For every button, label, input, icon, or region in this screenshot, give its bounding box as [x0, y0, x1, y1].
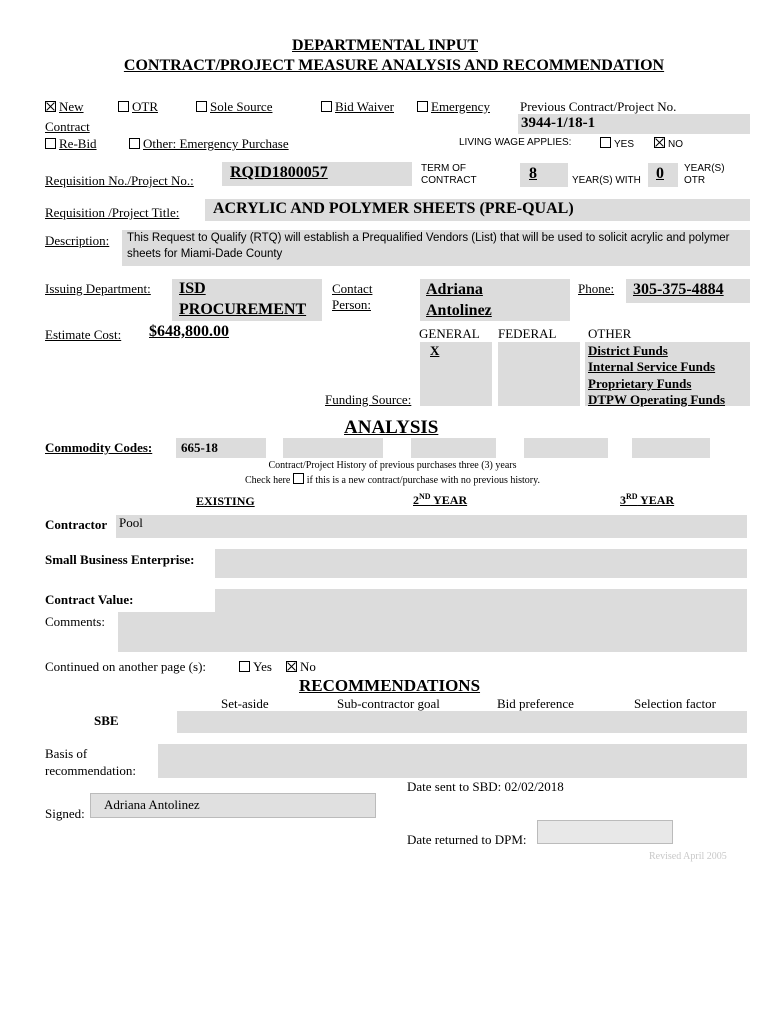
sbe-field[interactable] — [215, 549, 747, 578]
living-wage-yes[interactable]: YES — [600, 137, 634, 150]
otr-label-1: YEAR(S) — [684, 163, 725, 174]
funding-general-label: GENERAL — [419, 326, 480, 341]
term-label-2: CONTRACT — [421, 175, 477, 186]
contact-line2: Antolinez — [426, 302, 492, 319]
funding-federal-field[interactable] — [498, 342, 580, 406]
option-otr[interactable]: OTR — [118, 99, 158, 115]
funding-other-item: DTPW Operating Funds — [588, 392, 726, 407]
funding-federal-label: FEDERAL — [498, 326, 557, 341]
funding-other-item: District Funds — [588, 343, 668, 358]
analysis-heading: ANALYSIS — [344, 417, 439, 438]
history-note: Contract/Project History of previous purchases three (3) years — [268, 460, 517, 471]
funding-other-label: OTHER — [588, 326, 632, 341]
term-years-field[interactable] — [520, 163, 568, 187]
signed-label: Signed: — [45, 806, 85, 821]
signed-value: Adriana Antolinez — [104, 797, 200, 812]
project-title-value: ACRYLIC AND POLYMER SHEETS (PRE-QUAL) — [213, 200, 574, 217]
basis-field[interactable] — [158, 744, 747, 778]
basis-label-1: Basis of — [45, 746, 88, 761]
funding-general-mark: X — [430, 343, 440, 358]
date-returned-label: Date returned to DPM: — [407, 832, 527, 847]
otr-label-2: OTR — [684, 175, 706, 186]
description-label: Description: — [45, 233, 110, 248]
header-line2: CONTRACT/PROJECT MEASURE ANALYSIS AND RECOMMENDATION — [123, 57, 665, 74]
option-other[interactable]: Other: Emergency Purchase — [129, 136, 289, 152]
checkbox-checked-icon[interactable] — [286, 661, 297, 672]
commodity-code-field[interactable] — [411, 438, 496, 458]
checkbox-icon[interactable] — [600, 137, 611, 148]
phone-value: 305-375-4884 — [633, 281, 724, 298]
commodity-code-field[interactable] — [524, 438, 608, 458]
continued-yes[interactable]: Yes — [239, 659, 272, 675]
requisition-value: RQID1800057 — [230, 164, 328, 181]
third-year-header: 3RD YEAR — [620, 492, 675, 507]
funding-source-label: Funding Source: — [325, 392, 412, 407]
issuing-dept-line1: ISD — [179, 280, 206, 297]
recommendations-heading: RECOMMENDATIONS — [299, 676, 481, 695]
previous-contract-value: 3944-1/18-1 — [521, 115, 596, 131]
estimate-cost-value: $648,800.00 — [149, 323, 229, 340]
checkbox-icon[interactable] — [45, 138, 56, 149]
phone-label: Phone: — [578, 281, 615, 296]
checkbox-icon[interactable] — [417, 101, 428, 112]
history-check[interactable]: Check here if this is a new contract/purchase with no previous history. — [245, 475, 540, 486]
existing-header: EXISTING — [196, 494, 255, 508]
commodity-codes-label: Commodity Codes: — [45, 440, 153, 455]
estimate-cost-label: Estimate Cost: — [45, 327, 122, 342]
set-aside-field[interactable] — [177, 711, 747, 733]
checkbox-checked-icon[interactable] — [45, 101, 56, 112]
option-new[interactable]: New — [45, 99, 84, 115]
contractor-label: Contractor — [45, 517, 108, 532]
contract-value-field[interactable] — [215, 589, 747, 612]
otr-years-value: 0 — [656, 165, 664, 182]
funding-other-item: Proprietary Funds — [588, 376, 692, 391]
contact-line1: Adriana — [426, 281, 483, 298]
option-sole-source[interactable]: Sole Source — [196, 99, 272, 115]
continued-label: Continued on another page (s): — [45, 659, 207, 674]
option-contract-label: Contract — [45, 119, 90, 134]
continued-no[interactable]: No — [286, 659, 316, 675]
funding-other-item: Internal Service Funds — [588, 359, 716, 374]
date-returned-field[interactable] — [537, 820, 673, 844]
basis-label-2: recommendation: — [45, 763, 136, 778]
commodity-code-field[interactable] — [632, 438, 710, 458]
checkbox-icon[interactable] — [118, 101, 129, 112]
header-line1: DEPARTMENTAL INPUT — [292, 37, 478, 54]
issuing-dept-label: Issuing Department: — [45, 281, 151, 296]
description-line1: This Request to Qualify (RTQ) will establish a Prequalified Vendors (List) that will be used to solicit acrylic and polymer — [127, 232, 730, 244]
term-with-label: YEAR(S) WITH — [572, 175, 641, 186]
contract-value-label: Contract Value: — [45, 592, 134, 607]
checkbox-icon[interactable] — [129, 138, 140, 149]
checkbox-icon[interactable] — [321, 101, 332, 112]
previous-contract-label: Previous Contract/Project No. — [520, 99, 677, 114]
option-emergency[interactable]: Emergency — [417, 99, 490, 115]
contact-label-1: Contact — [332, 281, 373, 296]
living-wage-label: LIVING WAGE APPLIES: — [459, 137, 572, 148]
contact-label-2: Person: — [332, 297, 371, 312]
term-label-1: TERM OF — [421, 163, 466, 174]
description-line2: sheets for Miami-Dade County — [127, 248, 283, 260]
subcontractor-header: Sub-contractor goal — [337, 696, 440, 711]
comments-field[interactable] — [118, 612, 747, 652]
second-year-header: 2ND YEAR — [413, 492, 468, 507]
revised-note: Revised April 2005 — [649, 851, 727, 862]
option-rebid[interactable]: Re-Bid — [45, 136, 97, 152]
date-sent-to-sbd: Date sent to SBD: 02/02/2018 — [407, 779, 564, 794]
issuing-dept-line2: PROCUREMENT — [179, 301, 307, 318]
commodity-code-value: 665-18 — [181, 440, 218, 455]
requisition-label: Requisition No./Project No.: — [45, 173, 194, 188]
project-title-label: Requisition /Project Title: — [45, 205, 180, 220]
sbe-row-label: SBE — [94, 713, 119, 728]
set-aside-header: Set-aside — [221, 696, 269, 711]
checkbox-checked-icon[interactable] — [654, 137, 665, 148]
contractor-field[interactable] — [116, 515, 747, 538]
living-wage-no[interactable]: NO — [654, 137, 683, 150]
contractor-value: Pool — [119, 515, 143, 530]
checkbox-icon[interactable] — [293, 473, 304, 484]
selection-factor-header: Selection factor — [634, 696, 716, 711]
option-bid-waiver[interactable]: Bid Waiver — [321, 99, 394, 115]
comments-label: Comments: — [45, 614, 105, 629]
sbe-label: Small Business Enterprise: — [45, 552, 195, 567]
checkbox-icon[interactable] — [239, 661, 250, 672]
term-years-value: 8 — [529, 165, 537, 182]
checkbox-icon[interactable] — [196, 101, 207, 112]
commodity-code-field[interactable] — [283, 438, 383, 458]
bid-preference-header: Bid preference — [497, 696, 574, 711]
